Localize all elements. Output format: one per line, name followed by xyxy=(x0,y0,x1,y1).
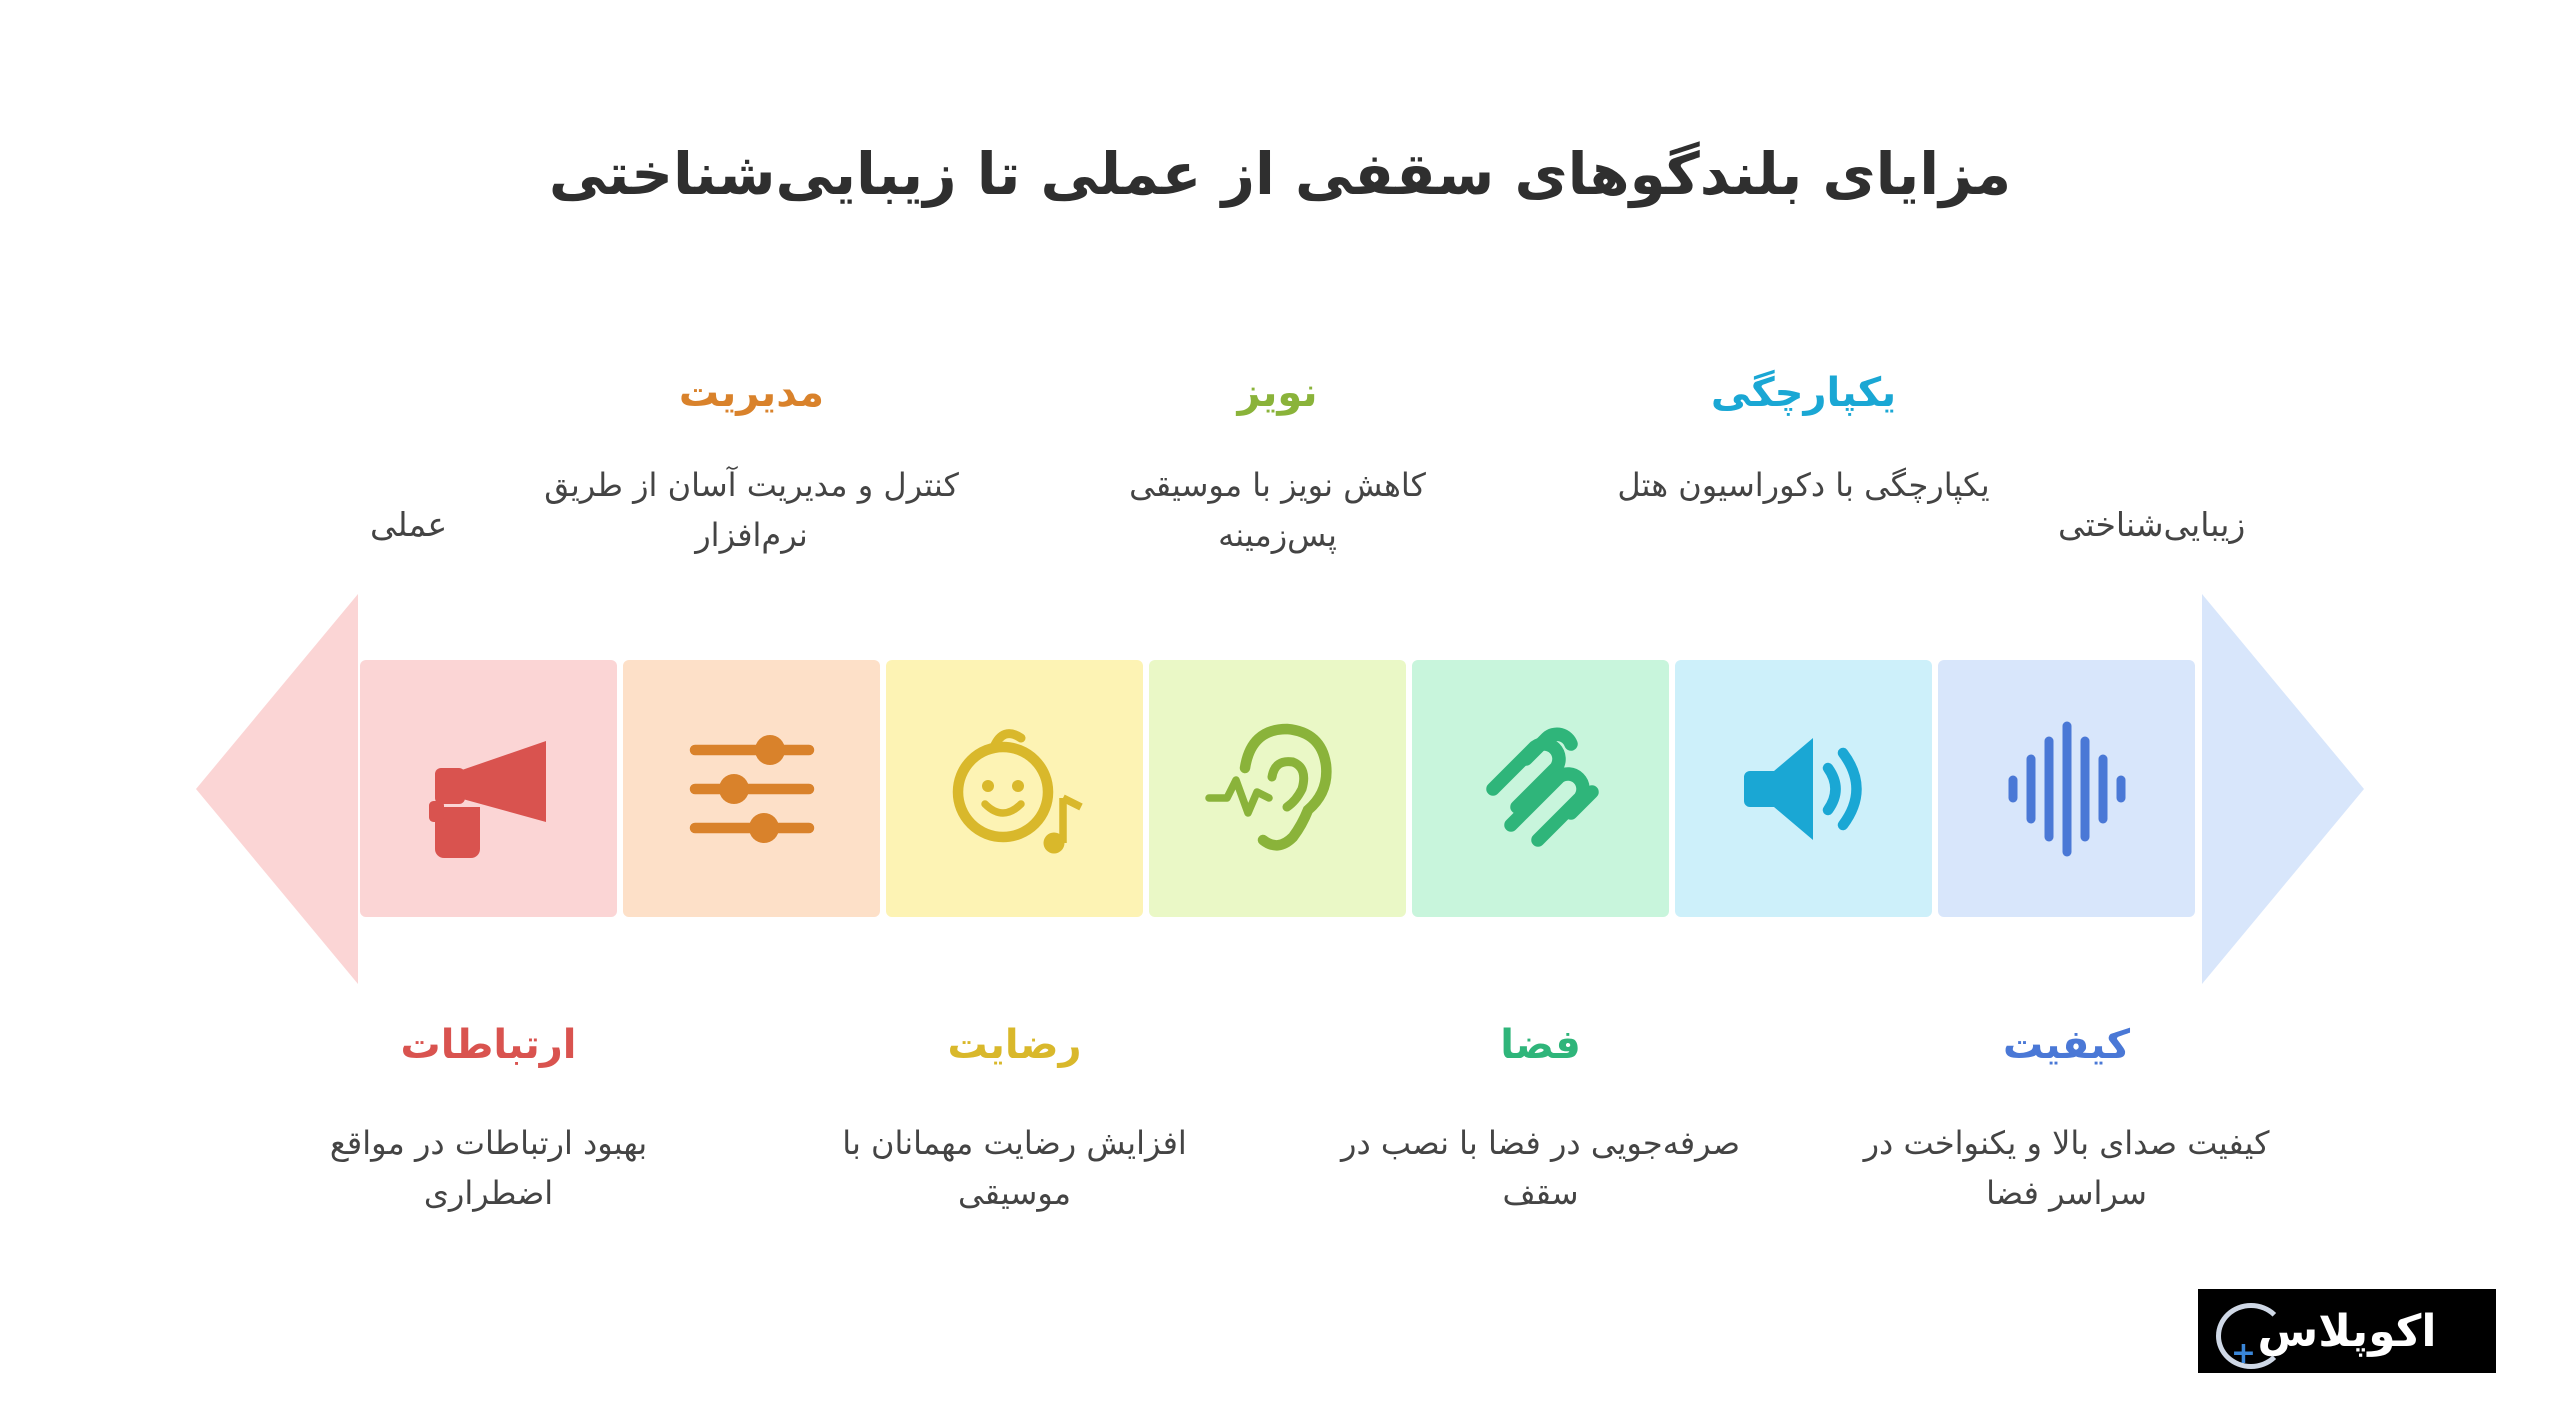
page-title: مزایای بلندگوهای سقفی از عملی تا زیبایی‌شناختی xyxy=(548,140,2012,208)
logo-plus-icon: + xyxy=(2230,1336,2256,1371)
heading-integration: یکپارچگی xyxy=(1710,370,1897,416)
desc-noise: کاهش نویز با موسیقی پس‌زمینه xyxy=(1129,466,1426,554)
box-quality xyxy=(1938,660,2195,917)
sound-wave-icon xyxy=(1992,714,2142,864)
desc-communication: بهبود ارتباطات در مواقع اضطراری xyxy=(329,1124,648,1212)
desc-space: صرفه‌جویی در فضا با نصب در سقف xyxy=(1341,1124,1740,1212)
box-noise xyxy=(1149,660,1406,917)
sliders-icon xyxy=(677,714,827,864)
box-space xyxy=(1412,660,1669,917)
heading-satisfaction: رضایت xyxy=(947,1022,1082,1068)
right-arrowhead xyxy=(2202,594,2364,984)
heading-space: فضا xyxy=(1500,1022,1581,1068)
squarespace-icon xyxy=(1466,714,1616,864)
heading-management: مدیریت xyxy=(678,370,825,416)
desc-quality: کیفیت صدای بالا و یکنواخت در سراسر فضا xyxy=(1863,1124,2270,1212)
box-communication xyxy=(360,660,617,917)
ear-icon xyxy=(1203,714,1353,864)
box-integration xyxy=(1675,660,1932,917)
box-management xyxy=(623,660,880,917)
desc-integration: یکپارچگی با دکوراسیون هتل xyxy=(1617,466,1990,504)
brand-logo xyxy=(2198,1289,2496,1373)
speaker-icon xyxy=(1729,714,1879,864)
heading-quality: کیفیت xyxy=(2002,1022,2131,1068)
happy-face-music-icon xyxy=(940,714,1090,864)
end-label-practical: عملی xyxy=(370,505,448,544)
heading-noise: نویز xyxy=(1237,370,1318,416)
left-arrowhead xyxy=(196,594,358,984)
logo-text: اکوپلاس xyxy=(2257,1305,2437,1357)
desc-management: کنترل و مدیریت آسان از طریق نرم‌افزار xyxy=(544,466,959,554)
desc-satisfaction: افزایش رضایت مهمانان با موسیقی xyxy=(842,1124,1187,1212)
box-satisfaction xyxy=(886,660,1143,917)
megaphone-icon xyxy=(414,714,564,864)
heading-communication: ارتباطات xyxy=(400,1022,577,1068)
end-label-aesthetic: زیبایی‌شناختی xyxy=(2058,505,2246,544)
